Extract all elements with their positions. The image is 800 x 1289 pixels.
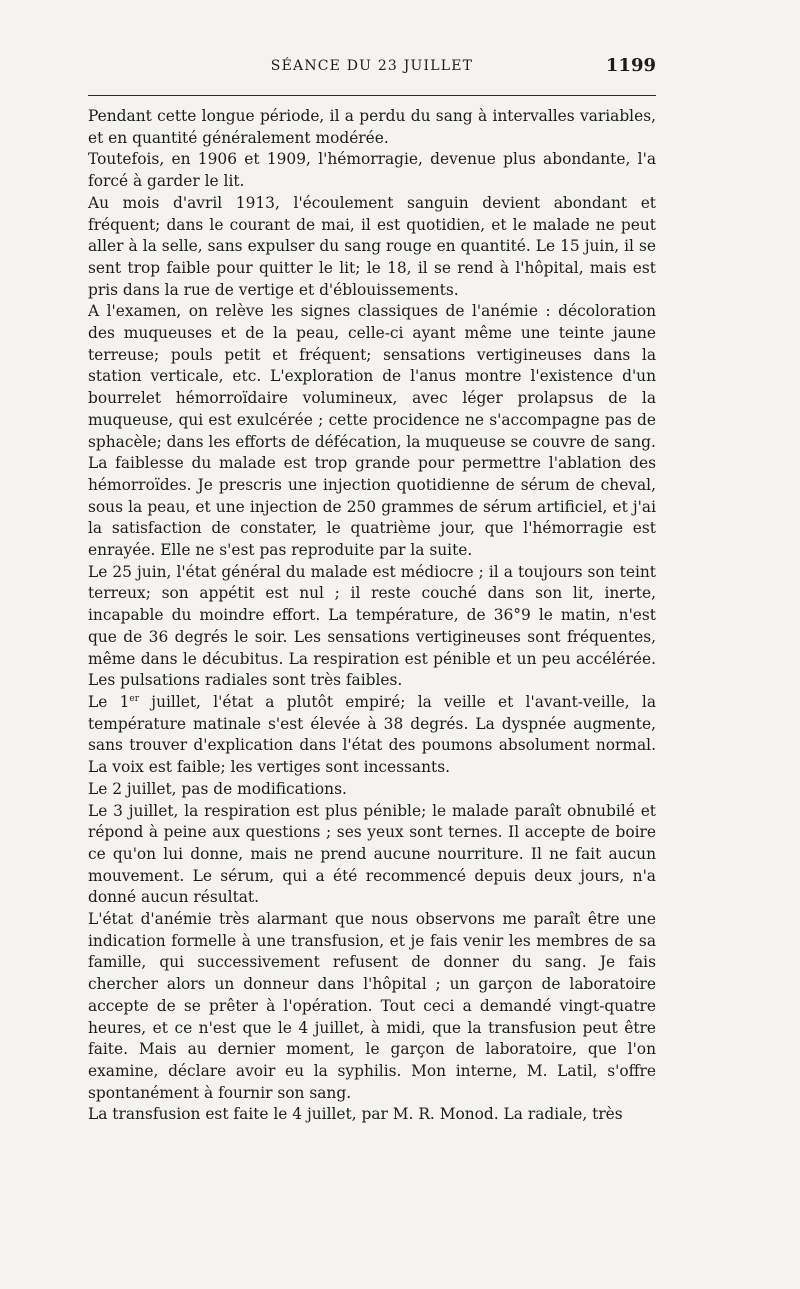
paragraph: La faiblesse du malade est trop grande pour permettre l'ablation des hémorroïdes. Je prescris une injection quotidienne de sérum de cheval, sous la peau, et une injection de 250 grammes de sérum artificiel, et j'ai la satisfaction de constater, le quatrième jour, que l'hémorragie est enrayée. Elle ne s'est pas reproduite par la suite. [88,454,656,560]
page-number: 1199 [605,55,656,76]
paragraph: L'état d'anémie très alarmant que nous observons me paraît être une indication formelle à une transfusion, et je fais venir les membres de sa famille, qui successivement refusent de donner du sang. Je fais chercher alors un donneur dans l'hôpital ; un garçon de laboratoire accepte de se prêter à l'opération. Tout ceci a demandé vingt-quatre heures, et ce n'est que le 4 juillet, à midi, que la transfusion peut être faite. Mais au dernier moment, le garçon de laboratoire, que l'on examine, déclare avoir eu la syphilis. Mon interne, M. Latil, s'offre spontanément à fournir son sang. [88,910,656,1102]
header-rule [88,95,656,96]
paragraph: A l'examen, on relève les signes classiques de l'anémie : décoloration des muqueuses et de la peau, celle-ci ayant même une teinte jaune terreuse; pouls petit et fréquent; sensations vertigineuses dans la station verticale, etc. L'exploration de l'anus montre l'existence d'un bourrelet hémorroïdaire volumineux, avec léger prolapsus de la muqueuse, qui est exulcérée ; cette procidence ne s'accompagne pas de sphacèle; dans les efforts de défécation, la muqueuse se couvre de sang. [88,302,656,451]
paragraph: Toutefois, en 1906 et 1909, l'hémorragie, devenue plus abondante, l'a forcé à garder le lit. [88,150,656,191]
paragraph: Au mois d'avril 1913, l'écoulement sanguin devient abondant et fréquent; dans le courant de mai, il est quotidien, et le malade ne peut aller à la selle, sans expulser du sang rouge en quantité. Le 15 juin, il se sent trop faible pour quitter le lit; le 18, il se rend à l'hôpital, mais est pris dans la rue de vertige et d'éblouissements. [88,193,656,299]
paragraph: Le 2 juillet, pas de modifications. [88,779,347,798]
paragraph: Pendant cette longue période, il a perdu du sang à intervalles variables, et en quantité généralement modérée. [88,107,656,147]
ordinal-superscript: er [129,693,140,704]
paragraph-rest: juillet, l'état a plutôt empiré; la veille et l'avant-veille, la température matinale s'est élevée à 38 degrés. La dyspnée augmente, sans trouver d'explication dans l'état des poumons absolument normal. La voix est faible; les vertiges sont incessants. [88,692,656,777]
paragraph: La transfusion est faite le 4 juillet, par M. R. Monod. La radiale, très [88,1105,623,1124]
paragraph-start: Le 1 [88,692,130,711]
body-text [88,106,656,1126]
paragraph: Le 3 juillet, la respiration est plus pénible; le malade paraît obnubilé et répond à peine aux questions ; ses yeux sont ternes. Il accepte de boire ce qu'on lui donne, mais ne prend aucune nourriture. Il ne fait aucun mouvement. Le sérum, qui a été recommencé depuis deux jours, n'a donné aucun résultat. [88,801,656,907]
paragraph: Le 25 juin, l'état général du malade est médiocre ; il a toujours son teint terreux; son appétit est nul ; il reste couché dans son lit, inerte, incapable du moindre effort. La température, de 36°9 le matin, n'est que de 36 degrés le soir. Les sensations vertigineuses sont fréquentes, même dans le décubitus. La respiration est pénible et un peu accélérée. Les pulsations radiales sont très faibles. [88,562,656,690]
paragraph [88,692,656,779]
running-title: SÉANCE DU 23 JUILLET [270,58,474,74]
page-header [88,55,656,82]
